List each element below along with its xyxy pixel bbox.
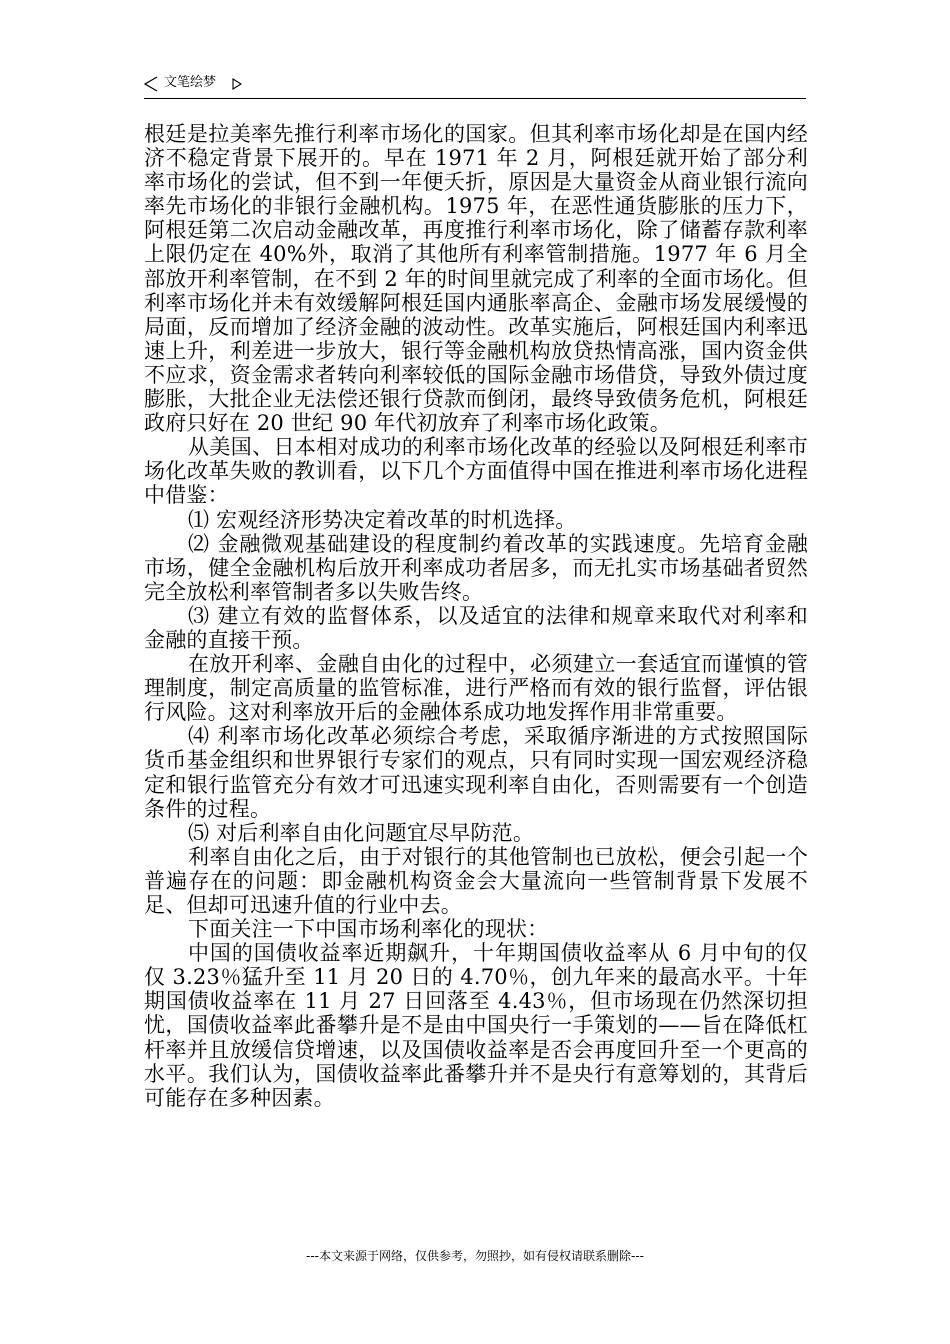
triangle-right-icon <box>232 78 242 90</box>
paragraph: 下面关注一下中国市场利率化的现状： <box>188 917 549 942</box>
paragraph: 在放开利率、金融自由化的过程中，必须建立一套适宜而谨慎的管理制度，制定高质量的监管标准，进行严格而有效的银行监督，评估银行风险。这对利率放开后的金融体系成功地发挥作用非常重要。 <box>144 652 808 725</box>
footer-notice: ---本文来源于网络，仅供参考，勿照抄，如有侵权请联系删除--- <box>306 1249 644 1263</box>
paragraph: 从美国、日本相对成功的利率市场化改革的经验以及阿根廷利率市场化改革失败的教训看，以下几个方面值得中国在推进利率市场化进程中借鉴： <box>144 435 808 508</box>
paragraph: 利率自由化之后，由于对银行的其他管制也已放松，便会引起一个普遍存在的问题：即金融机构资金会大量流向一些管制背景下发展不足、但却可迅速升值的行业中去。 <box>144 844 808 917</box>
list-item: ⑴ 宏观经济形势决定着改革的时机选择。 <box>188 507 577 532</box>
triangle-left-icon <box>144 76 158 92</box>
document-body <box>144 122 808 1110</box>
list-item: ⑸ 对后利率自由化问题宜尽早防范。 <box>188 820 535 845</box>
page-header <box>144 72 806 99</box>
list-item: ⑷ 利率市场化改革必须综合考虑，采取循序渐进的方式按照国际货币基金组织和世界银行专家们的观点，只有同时实现一国宏观经济稳定和银行监管充分有效才可迅速实现利率自由化，否则需要有一个创造条件的过程。 <box>144 724 808 821</box>
paragraph: 中国的国债收益率近期飙升，十年期国债收益率从 6 月中旬的仅仅 3.23％猛升至 11 月 20 日的 4.70％，创九年来的最高水平。十年期国债收益率在 11 月 27 日回落至 4.43％，但市场现在仍然深切担忧，国债收益率此番攀升是不是由中国央行一手策划的——旨在降低杠杆率并且放缓信贷增速，以及国债收益率是否会再度回升至一个更高的水平。我们认为，国债收益率此番攀升并不是央行有意筹划的，其背后可能存在多种因素。 <box>144 941 808 1110</box>
paragraph: 根廷是拉美率先推行利率市场化的国家。但其利率市场化却是在国内经济不稳定背景下展开的。早在 1971 年 2 月，阿根廷就开始了部分利率市场化的尝试，但不到一年便夭折，原因是大量资金从商业银行流向率先市场化的非银行金融机构。1975 年，在恶性通货膨胀的压力下，阿根廷第二次启动金融改革，再度推行利率市场化，除了储蓄存款利率上限仍定在 40%外，取消了其他所有利率管制措施。1977 年 6 月全部放开利率管制，在不到 2 年的时间里就完成了利率的全面市场化。但利率市场化并未有效缓解阿根廷国内通胀率高企、金融市场发展缓慢的局面，反而增加了经济金融的波动性。改革实施后，阿根廷国内利率迅速上升，利差进一步放大，银行等金融机构放贷热情高涨，国内资金供不应求，资金需求者转向利率较低的国际金融市场借贷，导致外债过度膨胀，大批企业无法偿还银行贷款而倒闭，最终导致债务危机，阿根廷政府只好在 20 世纪 90 年代初放弃了利率市场化政策。 <box>144 122 808 436</box>
header-brand: 文笔绘梦 <box>164 75 217 90</box>
list-item: ⑶ 建立有效的监督体系，以及适宜的法律和规章来取代对利率和金融的直接干预。 <box>144 603 808 652</box>
list-item: ⑵ 金融微观基础建设的程度制约着改革的实践速度。先培育金融市场，健全金融机构后放开利率成功者居多，而无扎实市场基础者贸然完全放松利率管制者多以失败告终。 <box>144 531 808 604</box>
